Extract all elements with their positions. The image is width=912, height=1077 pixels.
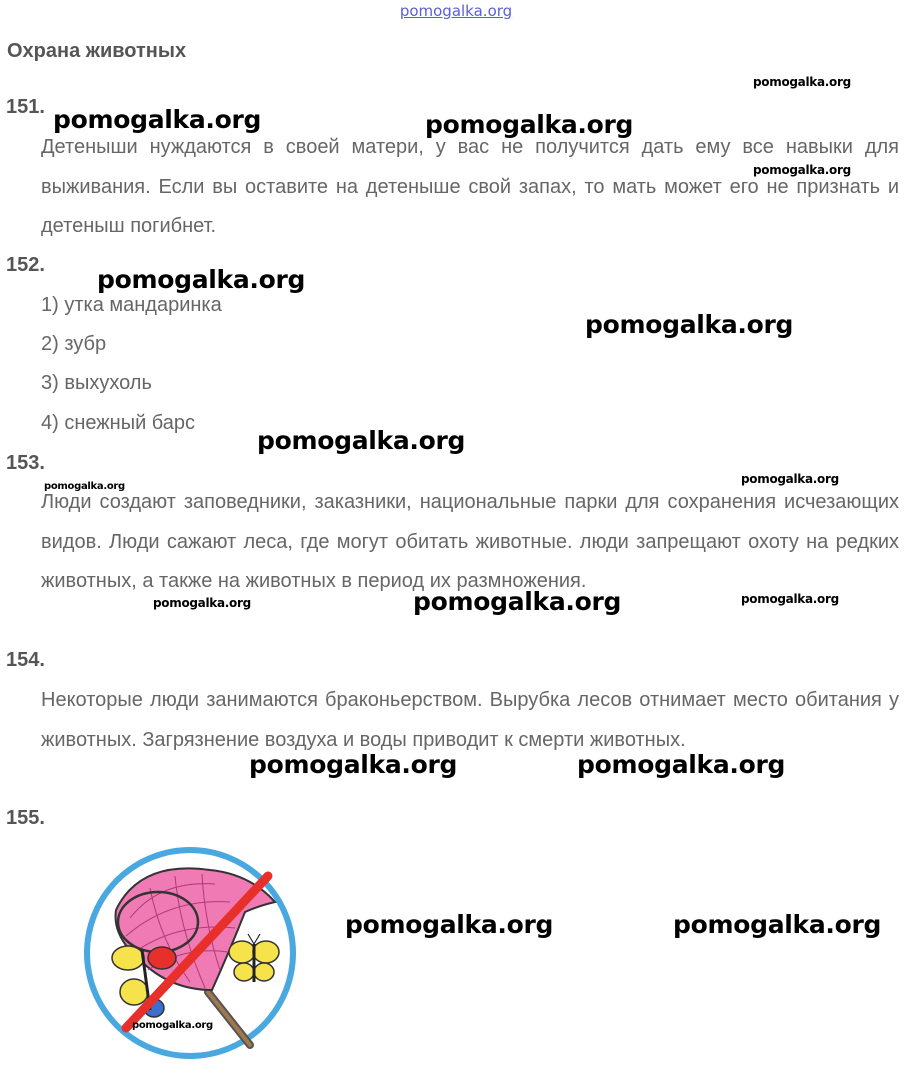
task-153-number: 153. xyxy=(6,452,45,474)
task-151-number: 151. xyxy=(6,96,45,118)
watermark: pomogalka.org xyxy=(345,910,554,939)
task-152-item-3: 3) выхухоль xyxy=(41,372,152,394)
watermark: pomogalka.org xyxy=(153,596,251,610)
watermark: pomogalka.org xyxy=(741,472,839,486)
watermark: pomogalka.org xyxy=(741,592,839,606)
task-154-text: Некоторые люди занимаются браконьерством. Вырубка лесов отнимает место обитания у животных. Загрязнение воздуха и воды приводит к смерти животных. xyxy=(41,689,899,751)
task-154-number: 154. xyxy=(6,649,45,671)
site-link[interactable]: pomogalka.org xyxy=(399,2,513,20)
watermark: pomogalka.org xyxy=(44,481,125,492)
task-152-item-1: 1) утка мандаринка xyxy=(41,294,222,316)
watermark: pomogalka.org xyxy=(132,1020,213,1031)
section-title: Охрана животных xyxy=(7,40,187,62)
watermark: pomogalka.org xyxy=(585,310,794,339)
watermark: pomogalka.org xyxy=(53,105,262,134)
watermark: pomogalka.org xyxy=(673,910,882,939)
watermark: pomogalka.org xyxy=(413,587,622,616)
task-152-item-4: 4) снежный барс xyxy=(41,412,196,434)
task-152-item-2: 2) зубр xyxy=(41,333,107,355)
task-152-number: 152. xyxy=(6,254,45,276)
task-155-number: 155. xyxy=(6,807,45,829)
task-151-text: Детеныши нуждаются в своей матери, у вас не получится дать ему все навыки для выживания. Если вы оставите на детеныше свой запах, то мать может его не признать и детеныш погибнет. xyxy=(41,136,899,237)
no-butterfly-catching-sign xyxy=(80,840,300,1066)
watermark: pomogalka.org xyxy=(753,75,851,89)
watermark: pomogalka.org xyxy=(425,110,634,139)
watermark: pomogalka.org xyxy=(97,265,306,294)
task-153-text: Люди создают заповедники, заказники, национальные парки для сохранения исчезающих видов. Люди сажают леса, где могут обитать животные. люди запрещают охоту на редких животных, а также на животных в период их размножения. xyxy=(41,491,899,592)
watermark: pomogalka.org xyxy=(249,750,458,779)
watermark: pomogalka.org xyxy=(753,163,851,177)
watermark: pomogalka.org xyxy=(257,426,466,455)
watermark: pomogalka.org xyxy=(577,750,786,779)
